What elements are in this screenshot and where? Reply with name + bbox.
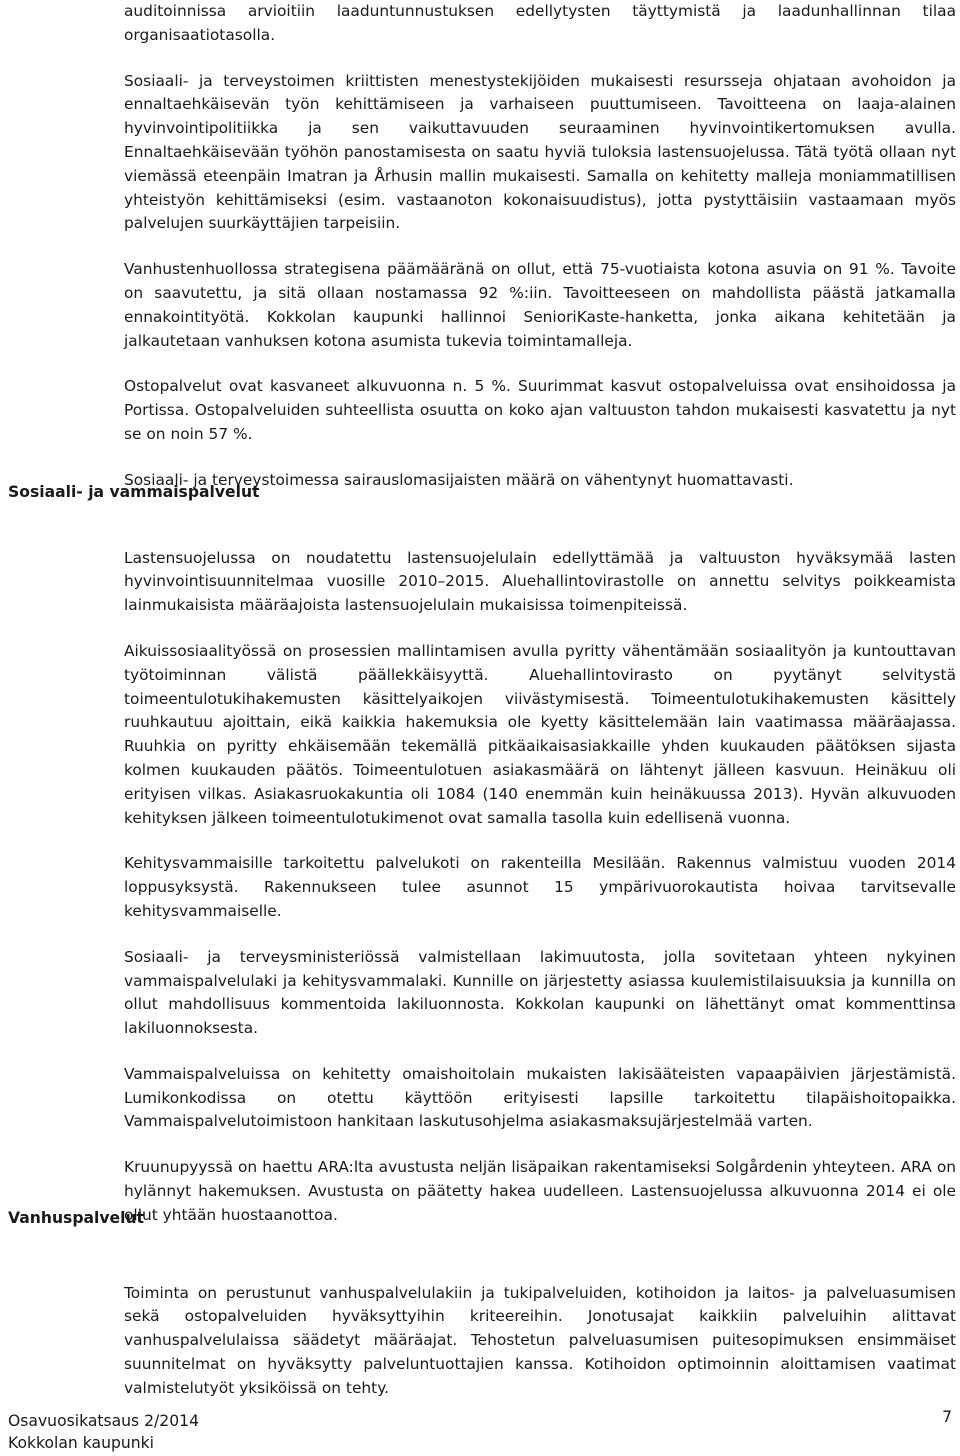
paragraph-audit: auditoinnissa arvioitiin laaduntunnustuksen edellytysten täyttymistä ja laadunhallinnan tilaa organisaatiotasolla. — [124, 2, 956, 44]
paragraph-child-welfare: Lastensuojelussa on noudatettu lastensuojelulain edellyttämää ja valtuuston hyväksymää lasten hyvinvointisuunnitelmaa vuosille 2010–2015. Aluehallintovirastolle on annettu selvitys poikkeamista lainmukaisista määräajoista lastensuojelulain mukaisissa toimenpiteissä. — [124, 548, 956, 615]
paragraph-sick-leave: Sosiaali- ja terveystoimessa sairauslomasijaisten määrä on vähentynyt huomattavasti. — [124, 470, 794, 489]
paragraph-critical-factors: Sosiaali- ja terveystoimen kriittisten menestystekijöiden mukaisesti resursseja ohjataan avohoidon ja ennaltaehkäisevän työn kehittämiseen ja varhaiseen puuttumiseen. Tavoitteena on laaja-alainen hyvinvointipolitiikka ja sen vaikuttavuuden seuraaminen hyvinvointikertomuksen avulla. Ennaltaehkäisevään työhön panostamisesta on saatu hyviä tuloksia lastensuojelussa. Tätä työtä ollaan nyt viemässä eteenpäin Imatran ja Århusin mallin mukaisesti. Samalla on kehitetty malleja moniammatillisen yhteistyön kehittämiseksi (esim. vastaanoton kokonaisuudistus), jotta pystyttäisiin vastaamaan myös palvelujen suurkäyttäjien tarpeisiin. — [124, 71, 956, 233]
paragraph-elderly-care-goal: Vanhustenhuollossa strategisena päämääränä on ollut, että 75-vuotiaista kotona asuvia on 91 %. Tavoite on saavutettu, ja sitä ollaan nostamassa 92 %:iin. Tavoitteeseen on mahdollista päästä jatkamalla ennakointityötä. Kokkolan kaupunki hallinnoi SenioriKaste-hanketta, jonka aikana kehitetään ja jalkautetaan vanhuksen kotona asumista tukevia toimintamalleja. — [124, 260, 956, 350]
footer-city: Kokkolan kaupunki — [8, 1434, 154, 1452]
section-heading-elderly: Vanhuspalvelut — [8, 1209, 144, 1227]
paragraph-disability-services: Vammaispalveluissa on kehitetty omaishoitolain mukaisten lakisääteisten vapaapäivien järjestämistä. Lumikonkodissa on otettu käyttöön erityisesti lapsille tarkoitettu tilapäishoitopaikka. Vammaispalvelutoimistoon hankitaan laskutusohjelma asiakasmaksujärjestelmää varten. — [124, 1064, 956, 1131]
paragraph-adult-social-work: Aikuissosiaalityössä on prosessien mallintamisen avulla pyritty vähentämään sosiaalityön ja kuntouttavan työtoiminnan välistä päällekkäisyyttä. Aluehallintovirasto on pyytänyt selvitystä toimeentulotukihakemusten käsittelyaikojen viivästymisestä. Toimeentulotukihakemusten käsittely ruuhkautuu ajoittain, eikä kaikkia hakemuksia ole kyetty käsittelemään lain vaatimassa määräajassa. Ruuhkia on pyritty ehkäisemään tekemällä pitkäaikaisasiakkaille yhden kuukauden päätöksen sijasta kolmen kuukauden päätös. Toimeentulotuen asiakasmäärä on lähtenyt jälleen kasvuun. Heinäkuu oli erityisen vilkas. Asiakasruokakuntia oli 1084 (140 enemmän kuin heinäkuussa 2013). Hyvän alkuvuoden kehityksen jälkeen toimeentulotukimenot ovat samalla tasolla kuin edellisenä vuonna. — [124, 641, 956, 827]
main-text-column — [124, 0, 956, 1401]
footer-report-title: Osavuosikatsaus 2/2014 — [8, 1412, 199, 1430]
paragraph-disability-home: Kehitysvammaisille tarkoitettu palvelukoti on rakenteilla Mesilään. Rakennus valmistuu vuoden 2014 loppusyksystä. Rakennukseen tulee asunnot 15 ympärivuorokautista hoivaa tarvitsevalle kehitysvammaiselle. — [124, 854, 956, 920]
footer-left — [8, 1410, 199, 1454]
paragraph-law-amendment: Sosiaali- ja terveysministeriössä valmistellaan lakimuutosta, jolla sovitetaan yhteen nykyinen vammaispalvelulaki ja kehitysvammalaki. Kunnille on järjestetty asiassa kuulemistilaisuuksia ja kunnilla on ollut mahdollisuus kommentoida lakiluonnosta. Kokkolan kaupunki on lähettänyt omat kommenttinsa lakiluonnoksesta. — [124, 947, 956, 1038]
paragraph-elderly-services: Toiminta on perustunut vanhuspalvelulakiin ja tukipalveluiden, kotihoidon ja laitos- ja palveluasumisen sekä ostopalveluiden hyväksyttyihin kriteereihin. Jonotusajat kaikkiin palveluihin alittavat vanhuspalvelulaissa säädetyt määräajat. Tehostetun palveluasumisen puitesopimuksen ensimmäiset suunnitelmat on hyväksytty palveluntuottajien kanssa. Kotihoidon optimoinnin aloittamisen vaatimat valmistelutyöt yksiköissä on tehty. — [124, 1283, 956, 1397]
page-number: 7 — [942, 1408, 952, 1426]
section-heading-social-disability: Sosiaali- ja vammaispalvelut — [8, 483, 260, 501]
paragraph-purchased-services: Ostopalvelut ovat kasvaneet alkuvuonna n. 5 %. Suurimmat kasvut ostopalveluissa ovat ensihoidossa ja Portissa. Ostopalveluiden suhteellista osuutta on koko ajan valtuuston tahdon mukaisesti kasvatettu ja nyt se on noin 57 %. — [124, 377, 956, 443]
paragraph-kruunupyy: Kruunupyyssä on haettu ARA:lta avustusta neljän lisäpaikan rakentamiseksi Solgårdenin yhteyteen. ARA on hylännyt hakemuksen. Avustusta on päätetty hakea uudelleen. Lastensuojelussa alkuvuonna 2014 ei ole ollut yhtään huostaanottoa. — [124, 1158, 956, 1224]
